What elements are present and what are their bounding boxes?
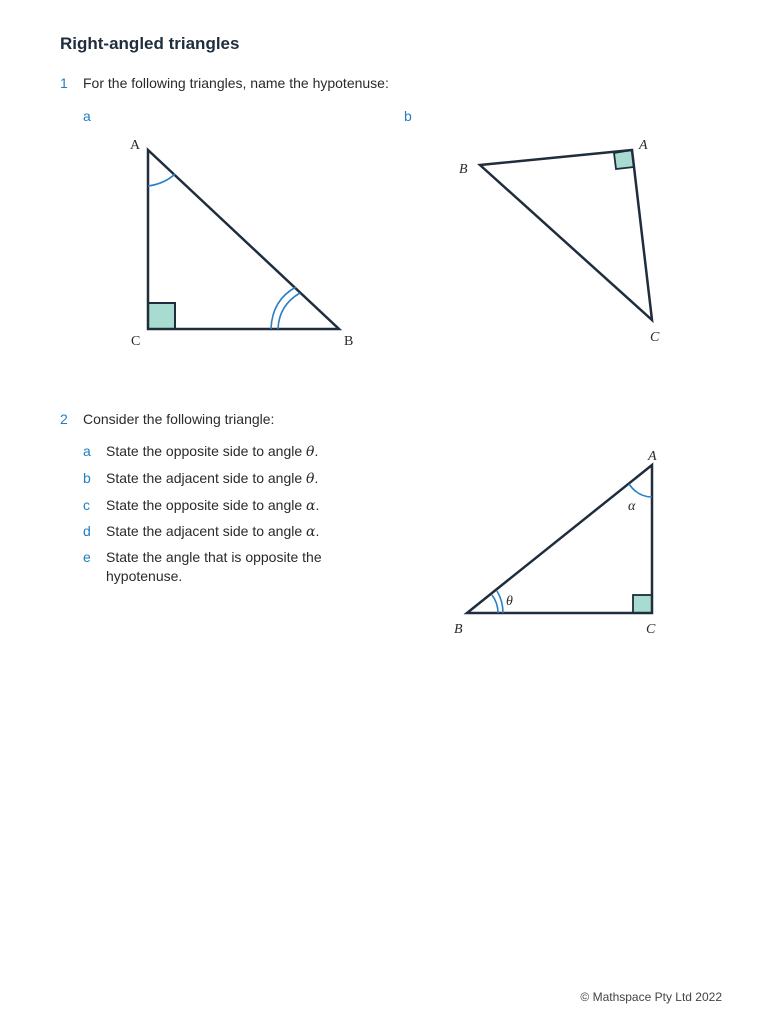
- angle-arc-a: [148, 174, 175, 186]
- vertex-label-b: B: [454, 622, 463, 637]
- vertex-label-a: A: [648, 449, 657, 464]
- copyright-footer: © Mathspace Pty Ltd 2022: [580, 990, 722, 1004]
- question-2e-label: e: [83, 549, 91, 565]
- question-2c-text: State the opposite side to angle α.: [106, 497, 320, 514]
- theta-symbol: θ: [306, 444, 315, 460]
- question-2d-label: d: [83, 523, 91, 539]
- vertex-label-b: B: [344, 334, 354, 349]
- question-2e-text: State the angle that is opposite the hypotenuse.: [106, 549, 322, 584]
- triangle-2: [440, 440, 680, 650]
- question-2a-label: a: [83, 443, 91, 459]
- triangle-1a: [120, 130, 370, 360]
- question-2-text: Consider the following triangle:: [83, 411, 275, 427]
- question-2b-label: b: [83, 470, 91, 486]
- vertex-label-b: B: [459, 162, 468, 177]
- question-1b-label: b: [404, 108, 412, 124]
- right-angle-marker: [614, 150, 634, 169]
- right-angle-marker: [633, 595, 652, 613]
- question-2d-text: State the adjacent side to angle α.: [106, 523, 320, 540]
- alpha-symbol: α: [306, 498, 316, 514]
- vertex-label-a: A: [130, 138, 141, 153]
- alpha-symbol: α: [306, 524, 316, 540]
- angle-label-alpha: α: [628, 499, 636, 514]
- angle-label-theta: θ: [506, 594, 513, 609]
- page-title: Right-angled triangles: [60, 34, 240, 53]
- vertex-label-a: A: [639, 138, 648, 153]
- question-2-number: 2: [60, 411, 68, 427]
- vertex-label-c: C: [131, 334, 141, 349]
- question-2c-label: c: [83, 497, 90, 513]
- theta-symbol: θ: [306, 471, 315, 487]
- triangle-2-outline: [467, 465, 652, 613]
- question-1-number: 1: [60, 75, 68, 91]
- angle-arc-alpha: [629, 484, 652, 497]
- vertex-label-c: C: [650, 330, 660, 345]
- triangle-1b-outline: [480, 150, 652, 320]
- right-angle-marker: [148, 303, 175, 329]
- triangle-1b: [450, 130, 680, 350]
- angle-arc-theta-outer: [492, 595, 498, 613]
- question-1-text: For the following triangles, name the hypotenuse:: [83, 75, 389, 91]
- question-1a-label: a: [83, 108, 91, 124]
- question-2b-text: State the adjacent side to angle θ.: [106, 470, 319, 487]
- triangle-1a-outline: [148, 150, 339, 329]
- vertex-label-c: C: [646, 622, 656, 637]
- question-2a-text: State the opposite side to angle θ.: [106, 443, 319, 460]
